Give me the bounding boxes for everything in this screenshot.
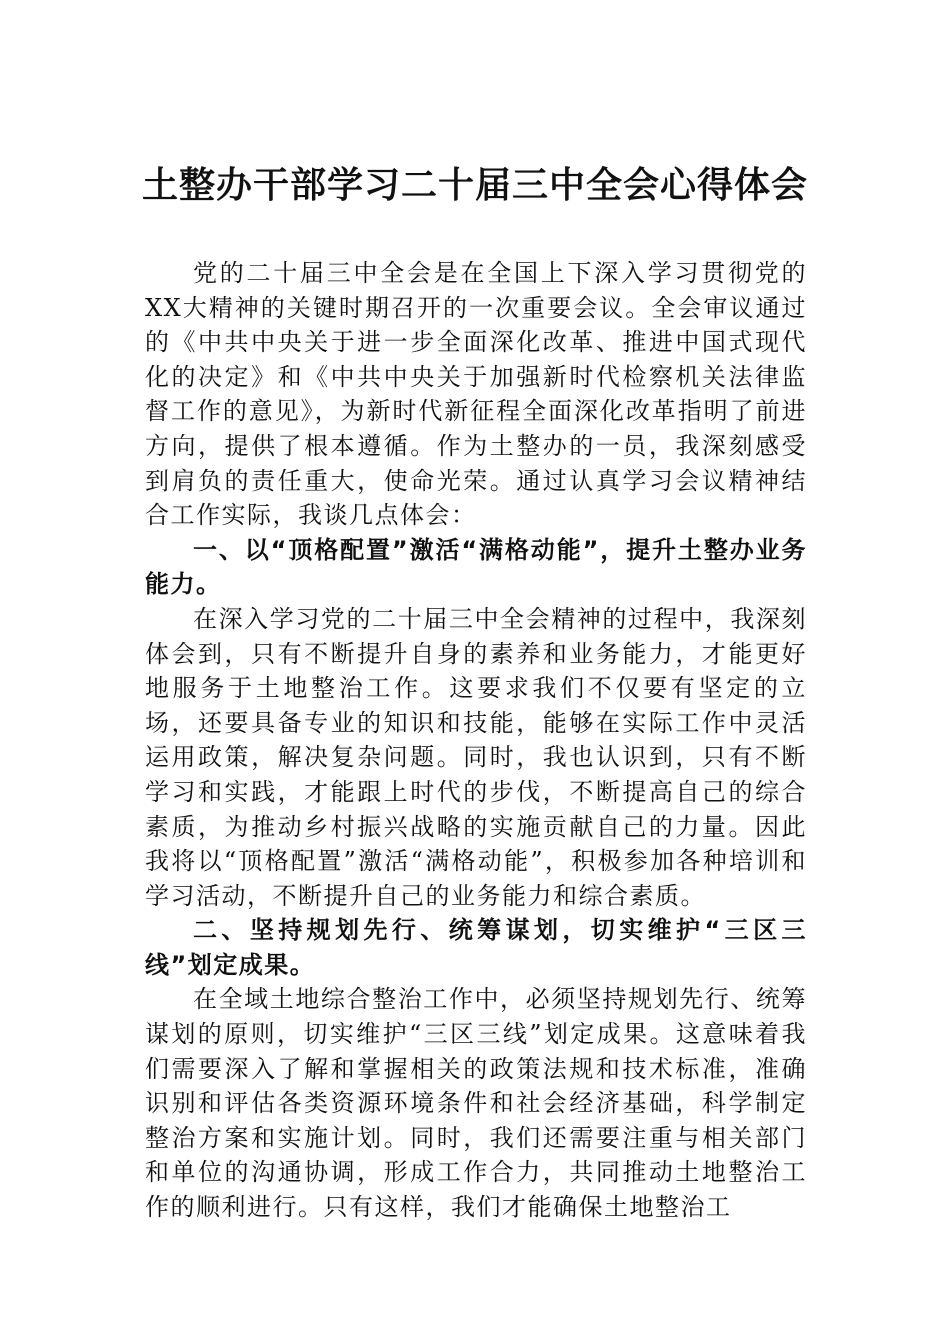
document-title: 土整办干部学习二十届三中全会心得体会 xyxy=(141,164,808,206)
document-body xyxy=(145,256,807,1225)
intro-paragraph: 党的二十届三中全会是在全国上下深入学习贯彻党的XX大精神的关键时期召开的一次重要会议。全会审议通过的《中共中央关于进一步全面深化改革、推进中国式现代化的决定》和《中共中央关于加强新时代检察机关法律监督工作的意见》，为新时代新征程全面深化改革指明了前进方向，提供了根本遵循。作为土整办的一员，我深刻感受到肩负的责任重大，使命光荣。通过认真学习会议精神结合工作实际，我谈几点体会： xyxy=(145,259,807,530)
section-1-heading: 一、以“顶格配置”激活“满格动能”，提升土整办业务能力。 xyxy=(145,535,807,599)
section-1-paragraph: 在深入学习党的二十届三中全会精神的过程中，我深刻体会到，只有不断提升自身的素养和业务能力，才能更好地服务于土地整治工作。这要求我们不仅要有坚定的立场，还要具备专业的知识和技能，能够在实际工作中灵活运用政策，解决复杂问题。同时，我也认识到，只有不断学习和实践，才能跟上时代的步伐，不断提高自己的综合素质，为推动乡村振兴战略的实施贡献自己的力量。因此我将以“顶格配置”激活“满格动能”，积极参加各种培训和学习活动，不断提升自己的业务能力和综合素质。 xyxy=(145,604,807,910)
section-2-paragraph: 在全域土地综合整治工作中，必须坚持规划先行、统筹谋划的原则，切实维护“三区三线”划定成果。这意味着我们需要深入了解和掌握相关的政策法规和技术标准，准确识别和评估各类资源环境条件和社会经济基础，科学制定整治方案和实施计划。同时，我们还需要注重与相关部门和单位的沟通协调，形成工作合力，共同推动土地整治工作的顺利进行。只有这样，我们才能确保土地整治工 xyxy=(145,985,807,1222)
section-2-heading: 二、坚持规划先行、统筹谋划，切实维护“三区三线”划定成果。 xyxy=(145,916,807,979)
